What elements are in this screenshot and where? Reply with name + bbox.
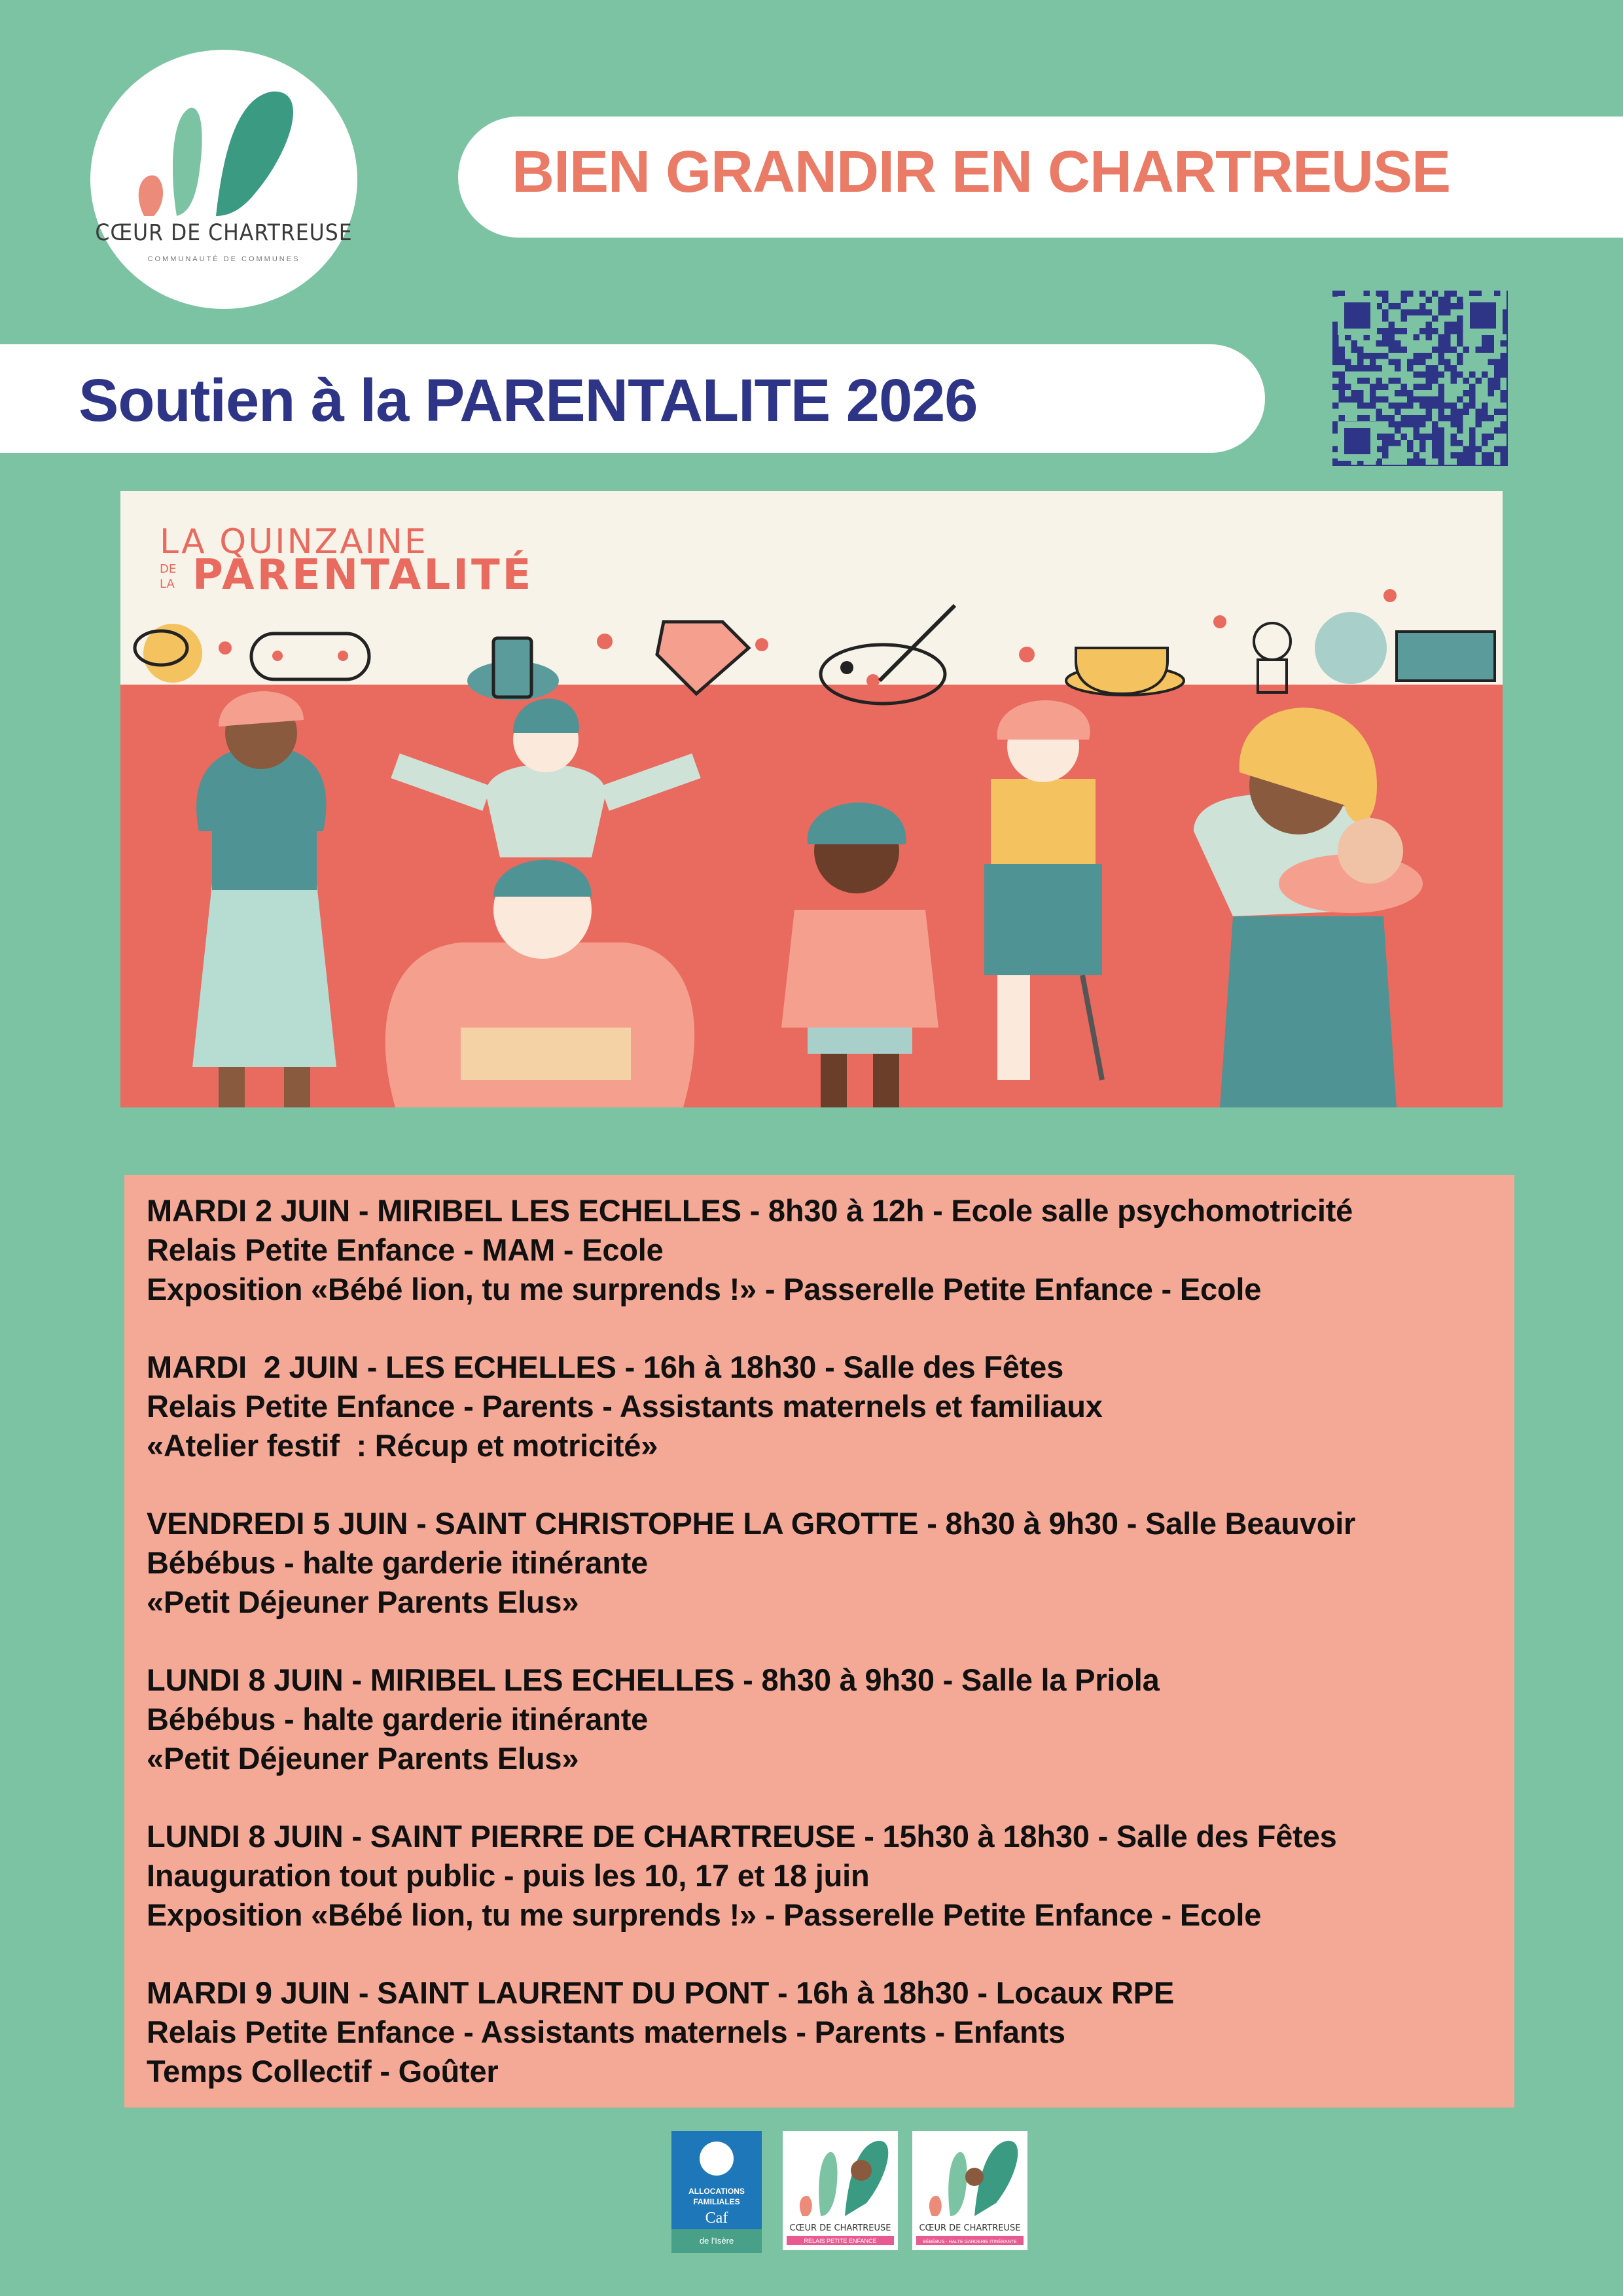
event-description: «Petit Déjeuner Parents Elus» <box>147 1585 579 1619</box>
event-audience: Relais Petite Enfance - MAM - Ecole <box>147 1232 664 1267</box>
banner-title-line1: LA QUINZAINE <box>160 522 428 562</box>
org-logo-mark <box>131 79 314 223</box>
event-heading: LUNDI 8 JUIN - SAINT PIERRE DE CHARTREUSE - 15h30 à 18h30 - Salle des Fêtes <box>147 1819 1337 1854</box>
event-audience: Bébébus - halte garderie itinérante <box>147 1702 649 1736</box>
event-heading: LUNDI 8 JUIN - MIRIBEL LES ECHELLES - 8h30 à 9h30 - Salle la Priola <box>147 1662 1160 1697</box>
event-description: Temps Collectif - Goûter <box>147 2054 499 2089</box>
event-description: «Petit Déjeuner Parents Elus» <box>147 1741 579 1776</box>
event-item <box>147 1973 1174 2091</box>
svg-text:FAMILIALES: FAMILIALES <box>693 2197 740 2206</box>
page-title: BIEN GRANDIR EN CHARTREUSE <box>512 139 1451 205</box>
svg-text:CŒUR DE CHARTREUSE: CŒUR DE CHARTREUSE <box>919 2223 1021 2233</box>
svg-text:Caf: Caf <box>705 2210 728 2227</box>
event-description: Exposition «Bébé lion, tu me surprends !» - Passerelle Petite Enfance - Ecole <box>147 1272 1262 1306</box>
svg-text:CŒUR DE CHARTREUSE: CŒUR DE CHARTREUSE <box>789 2223 891 2233</box>
event-item <box>147 1348 1103 1465</box>
svg-text:BÉBÉBUS - HALTE GARDERIE ITINÉ: BÉBÉBUS - HALTE GARDERIE ITINÉRANTE <box>923 2240 1017 2244</box>
org-name: CŒUR DE CHARTREUSE <box>95 220 353 246</box>
event-audience: Inauguration tout public - puis les 10, 17 et 18 juin <box>147 1858 870 1893</box>
svg-text:ALLOCATIONS: ALLOCATIONS <box>688 2187 745 2196</box>
book-icon <box>1397 632 1495 681</box>
event-item <box>147 1191 1353 1309</box>
event-item <box>147 1817 1337 1935</box>
qr-code[interactable] <box>1332 291 1508 466</box>
event-audience: Relais Petite Enfance - Assistants maternels - Parents - Enfants <box>147 2015 1065 2049</box>
banner-title-la: LA <box>160 577 175 591</box>
event-description: «Atelier festif : Récup et motricité» <box>147 1428 658 1463</box>
event-item <box>147 1660 1160 1778</box>
caf-logo <box>671 2131 762 2253</box>
schedule-panel <box>124 1175 1514 2108</box>
event-heading: MARDI 2 JUIN - MIRIBEL LES ECHELLES - 8h30 à 12h - Ecole salle psychomotricité <box>147 1193 1353 1228</box>
coffee-cup-icon <box>1066 648 1184 695</box>
event-audience: Bébébus - halte garderie itinérante <box>147 1545 649 1580</box>
org-subtitle: COMMUNAUTÉ DE COMMUNES <box>147 255 300 263</box>
svg-text:RELAIS PETITE ENFANCE: RELAIS PETITE ENFANCE <box>804 2238 877 2244</box>
bebebus-logo <box>912 2131 1027 2250</box>
page-subtitle: Soutien à la PARENTALITE 2026 <box>79 367 978 434</box>
rpe-logo <box>783 2131 898 2250</box>
parentalite-illustration <box>120 491 1503 1107</box>
event-heading: VENDREDI 5 JUIN - SAINT CHRISTOPHE LA GROTTE - 8h30 à 9h30 - Salle Beauvoir <box>147 1506 1356 1541</box>
event-heading: MARDI 2 JUIN - LES ECHELLES - 16h à 18h30 - Salle des Fêtes <box>147 1350 1064 1384</box>
banner-title-de: DE <box>160 562 177 576</box>
banner-title-word: PARENTALITÉ <box>192 551 534 600</box>
event-heading: MARDI 9 JUIN - SAINT LAURENT DU PONT - 16h à 18h30 - Locaux RPE <box>147 1975 1174 2010</box>
event-audience: Relais Petite Enfance - Parents - Assistants maternels et familiaux <box>147 1389 1103 1424</box>
event-description: Exposition «Bébé lion, tu me surprends !» - Passerelle Petite Enfance - Ecole <box>147 1897 1262 1932</box>
svg-text:de l'Isère: de l'Isère <box>699 2236 734 2246</box>
event-item <box>147 1504 1355 1622</box>
